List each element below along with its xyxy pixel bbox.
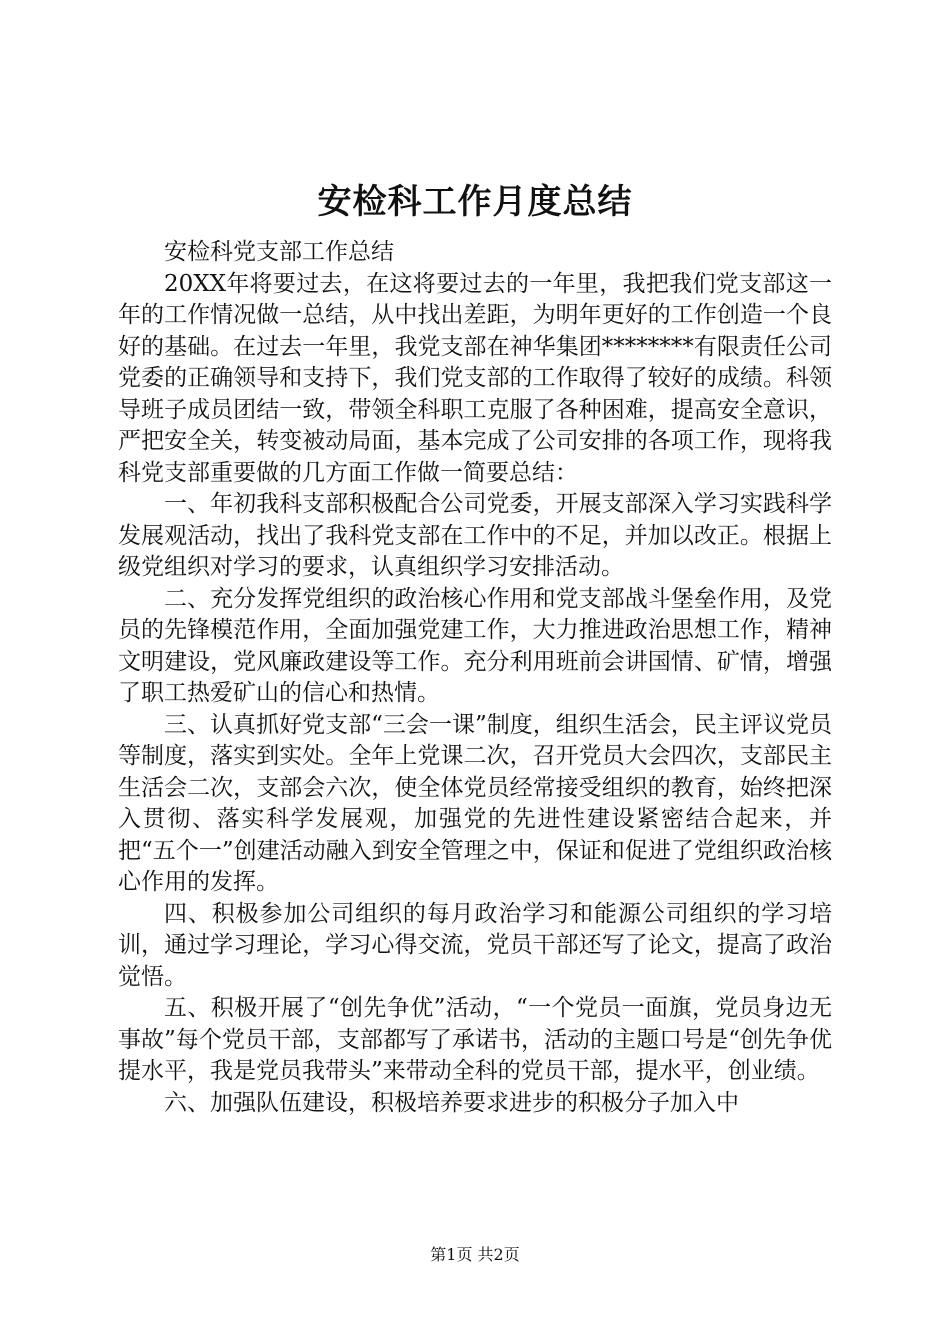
paragraph-intro: 20XX年将要过去，在这将要过去的一年里，我把我们党支部这一年的工作情况做一总结，从中找出差距，为明年更好的工作创造一个良好的基础。在过去一年里，我党支部在神华集团********有限责任公司党委的正确领导和支持下，我们党支部的工作取得了较好的成绩。科领导班子成员团结一致，带领全科职工克服了各种困难，提高安全意识，严把安全关，转变被动局面，基本完成了公司安排的各项工作，现将我科党支部重要做的几方面工作做一简要总结： bbox=[118, 270, 832, 486]
paragraph-item-5: 五、积极开展了“创先争优”活动，“一个党员一面旗，党员身边无事故”每个党员干部，支部都写了承诺书，活动的主题口号是“创先争优提水平，我是党员我带头”来带动全科的党员干部，提水平，创业绩。 bbox=[118, 995, 832, 1084]
paragraph-item-1: 一、年初我科支部积极配合公司党委，开展支部深入学习实践科学发展观活动，找出了我科党支部在工作中的不足，并加以改正。根据上级党组织对学习的要求，认真组织学习安排活动。 bbox=[118, 491, 832, 580]
document-body bbox=[118, 237, 832, 1119]
paragraph-item-6: 六、加强队伍建设，积极培养要求进步的积极分子加入中 bbox=[164, 1089, 739, 1116]
page-number-footer: 第1页 共2页 bbox=[430, 1245, 520, 1264]
document-title: 安检科工作月度总结 bbox=[317, 182, 633, 222]
paragraph-item-2: 二、充分发挥党组织的政治核心作用和党支部战斗堡垒作用，及党员的先锋模范作用，全面加强党建工作，大力推进政治思想工作，精神文明建设，党风廉政建设等工作。充分利用班前会讲国情、矿情，增强了职工热爱矿山的信心和热情。 bbox=[118, 585, 832, 706]
paragraph-item-3: 三、认真抓好党支部“三会一课”制度，组织生活会，民主评议党员等制度，落实到实处。全年上党课二次，召开党员大会四次，支部民主生活会二次，支部会六次，使全体党员经常接受组织的教育，始终把深入贯彻、落实科学发展观，加强党的先进性建设紧密结合起来，并把“五个一”创建活动融入到安全管理之中，保证和促进了党组织政治核心作用的发挥。 bbox=[118, 711, 832, 895]
paragraph-item-4: 四、积极参加公司组织的每月政治学习和能源公司组织的学习培训，通过学习理论，学习心得交流，党员干部还写了论文，提高了政治觉悟。 bbox=[118, 900, 832, 990]
document-subtitle: 安检科党支部工作总结 bbox=[164, 239, 394, 265]
